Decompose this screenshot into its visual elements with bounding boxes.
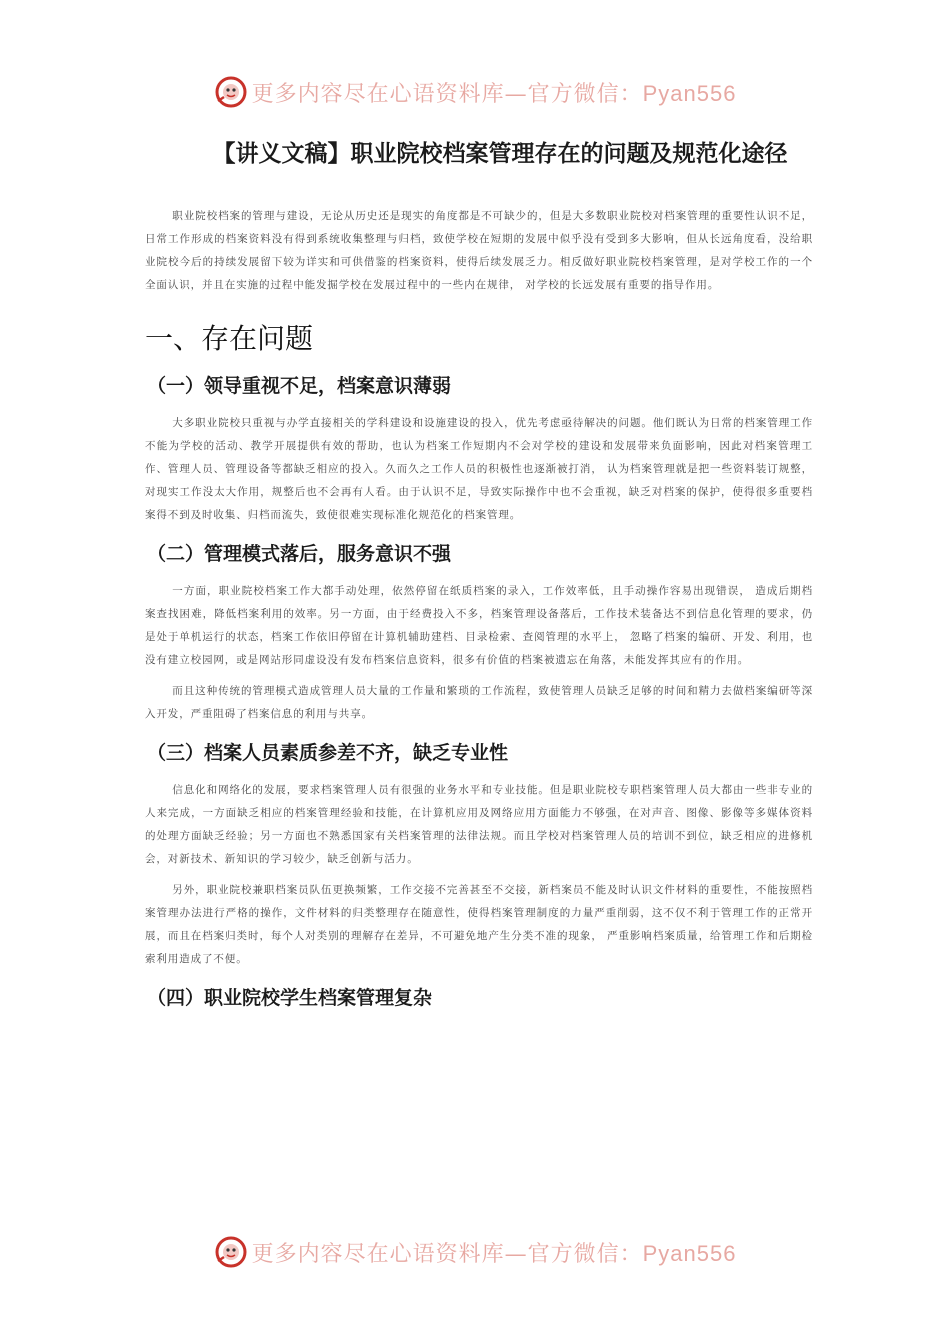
mascot-logo-icon (214, 1235, 248, 1269)
paragraph: 大多职业院校只重视与办学直接相关的学科建设和设施建设的投入，优先考虑亟待解决的问题。他们既认为日常的档案管理工作不能为学校的活动、教学开展提供有效的帮助，也认为档案工作短期内不会对学校的建设和发展带来负面影响，因此对档案管理工作、管理人员、管理设备等都缺乏相应的投入。久而久之工作人员的积极性也逐渐被打消， 认为档案管理就是把一些资料装订规整，对现实工作没太大作用，规整后也不会再有人看。由于认识不足，导致实际操作中也不会重视，缺乏对档案的保护，使得很多重要档案得不到及时收集、归档而流失，致使很难实现标准化规范化的档案管理。 (145, 417, 813, 521)
paragraph: 而且这种传统的管理模式造成管理人员大量的工作量和繁琐的工作流程，致使管理人员缺乏足够的时间和精力去做档案编研等深入开发，严重阻碍了档案信息的利用与共享。 (145, 685, 813, 720)
banner-text: 更多内容尽在心语资料库—官方微信：Pyan556 (251, 80, 737, 107)
wechat-id: Pyan556 (642, 1240, 737, 1266)
subsection-heading-4: （四）职业院校学生档案管理复杂 (147, 987, 433, 1009)
document-body (145, 205, 813, 1024)
document-title: 【讲义文稿】职业院校档案管理存在的问题及规范化途径 (212, 141, 788, 167)
header-banner (0, 72, 950, 112)
subsection-heading-1: （一）领导重视不足，档案意识薄弱 (147, 375, 452, 397)
banner-text: 更多内容尽在心语资料库—官方微信：Pyan556 (251, 1240, 737, 1267)
paragraph: 另外，职业院校兼职档案员队伍更换频繁，工作交接不完善甚至不交接，新档案员不能及时认识文件材料的重要性，不能按照档案管理办法进行严格的操作，文件材料的归类整理存在随意性，使得档案管理制度的力量严重削弱，这不仅不利于管理工作的正常开展，而且在档案归类时，每个人对类别的理解存在差异，不可避免地产生分类不准的现象， 严重影响档案质量，给管理工作和后期检索利用造成了不便。 (145, 884, 813, 965)
section-heading: 一、存在问题 (145, 322, 314, 355)
subsection-heading-3: （三）档案人员素质参差不齐，缺乏专业性 (147, 742, 509, 764)
mascot-logo-icon (214, 75, 248, 109)
footer-banner (0, 1232, 950, 1272)
intro-paragraph: 职业院校档案的管理与建设，无论从历史还是现实的角度都是不可缺少的，但是大多数职业院校对档案管理的重要性认识不足，日常工作形成的档案资料没有得到系统收集整理与归档，致使学校在短期的发展中似乎没有受到多大影响，但从长远角度看，没给职业院校今后的持续发展留下较为详实和可供借鉴的档案资料，使得后续发展乏力。相反做好职业院校档案管理，是对学校工作的一个全面认识，并且在实施的过程中能发掘学校在发展过程中的一些内在规律， 对学校的长远发展有重要的指导作用。 (145, 210, 813, 291)
paragraph: 一方面，职业院校档案工作大都手动处理，依然停留在纸质档案的录入，工作效率低，且手动操作容易出现错误， 造成后期档案查找困难，降低档案利用的效率。另一方面，由于经费投入不多，档案管理设备落后，工作技术装备达不到信息化管理的要求，仍是处于单机运行的状态，档案工作依旧停留在计算机辅助建档、目录检索、查阅管理的水平上， 忽略了档案的编研、开发、利用，也没有建立校园网，或是网站形同虚设没有发布档案信息资料，很多有价值的档案被遗忘在角落，未能发挥其应有的作用。 (145, 585, 813, 666)
paragraph: 信息化和网络化的发展，要求档案管理人员有很强的业务水平和专业技能。但是职业院校专职档案管理人员大都由一些非专业的人来完成，一方面缺乏相应的档案管理经验和技能，在计算机应用及网络应用方面能力不够强，在对声音、图像、影像等多媒体资料的处理方面缺乏经验；另一方面也不熟悉国家有关档案管理的法律法规。而且学校对档案管理人员的培训不到位，缺乏相应的进修机会，对新技术、新知识的学习较少，缺乏创新与活力。 (145, 784, 813, 865)
subsection-heading-2: （二）管理模式落后，服务意识不强 (147, 543, 452, 565)
wechat-id: Pyan556 (642, 80, 737, 106)
